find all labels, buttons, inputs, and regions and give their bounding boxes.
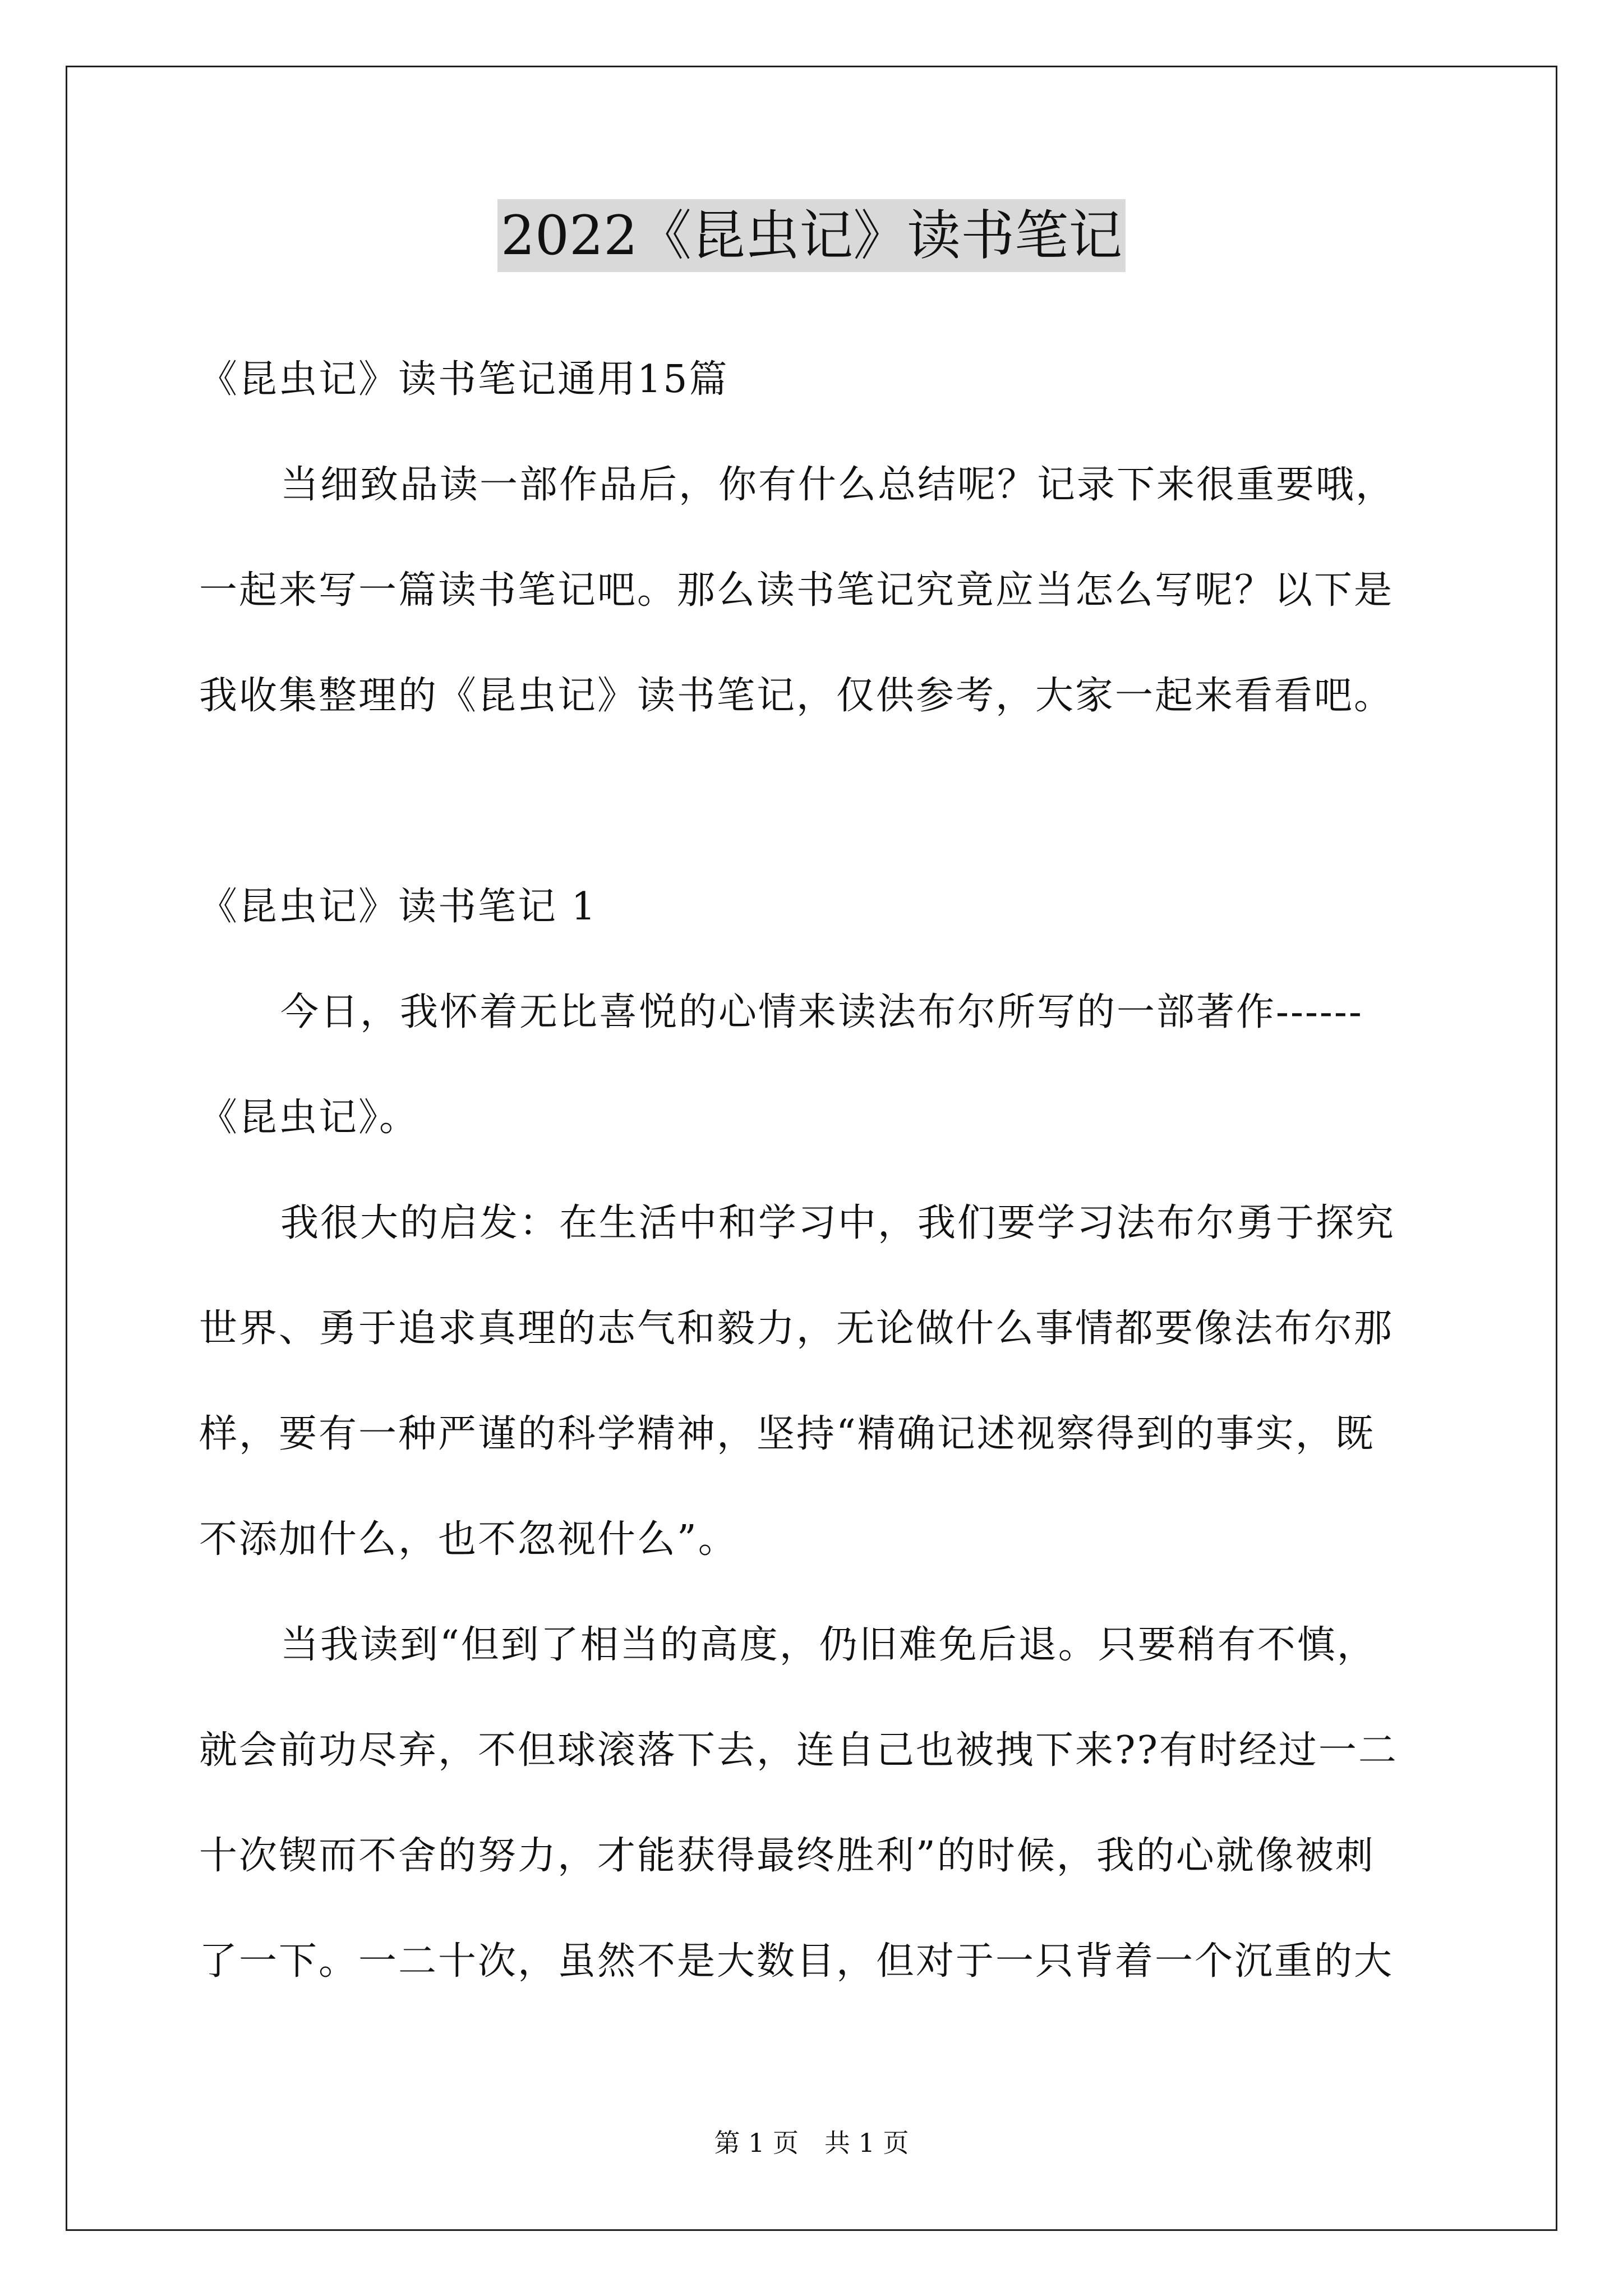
title-container — [0, 199, 1623, 272]
intro-line: 当细致品读一部作品后，你有什么总结呢？记录下来很重要哦， — [280, 463, 1396, 507]
body-line: 样，要有一种严谨的科学精神，坚持“精确记述视察得到的事实，既 — [199, 1412, 1375, 1456]
body-line: 今日，我怀着无比喜悦的心情来读法布尔所写的一部著作------ — [280, 990, 1363, 1034]
body-line: 世界、勇于追求真理的志气和毅力，无论做什么事情都要像法布尔那 — [199, 1306, 1394, 1351]
body-line: 《昆虫记》。 — [199, 1096, 419, 1140]
document-subtitle: 《昆虫记》读书笔记通用15篇 — [199, 357, 729, 402]
body-line: 我很大的启发：在生活中和学习中，我们要学习法布尔勇于探究 — [280, 1201, 1396, 1245]
body-line: 就会前功尽弃，不但球滚落下去，连自己也被拽下来??有时经过一二 — [199, 1728, 1398, 1773]
intro-line: 一起来写一篇读书笔记吧。那么读书笔记究竟应当怎么写呢？以下是 — [199, 568, 1394, 613]
page-footer: 第 1 页 共 1 页 — [714, 2128, 909, 2158]
section-heading: 《昆虫记》读书笔记 1 — [199, 885, 597, 929]
body-line: 十次锲而不舍的努力，才能获得最终胜利”的时候，我的心就像被刺 — [199, 1834, 1375, 1878]
body-line: 不添加什么，也不忽视什么”。 — [199, 1517, 738, 1562]
body-line: 当我读到“但到了相当的高度，仍旧难免后退。只要稍有不慎， — [280, 1623, 1377, 1667]
intro-line: 我收集整理的《昆虫记》读书笔记，仅供参考，大家一起来看看吧。 — [199, 674, 1394, 718]
document-title: 2022《昆虫记》读书笔记 — [497, 199, 1126, 272]
body-line: 了一下。一二十次，虽然不是大数目，但对于一只背着一个沉重的大 — [199, 1939, 1394, 1984]
